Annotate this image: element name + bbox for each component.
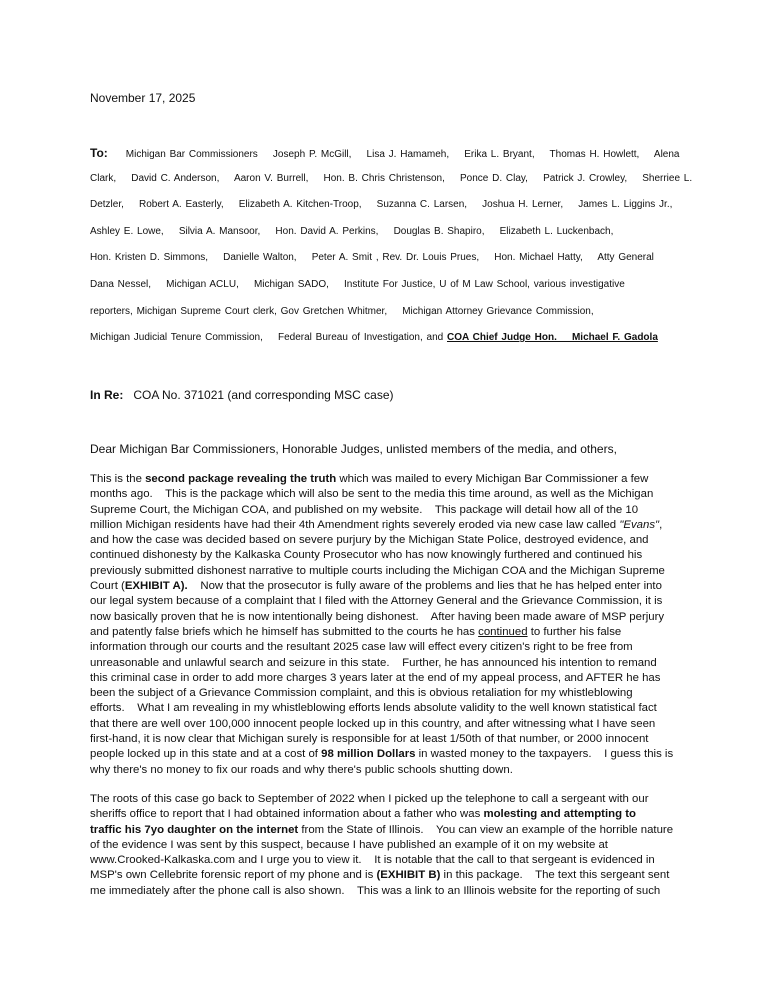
paragraph-line: that there are well over 100,000 innocent people locked up in this country, and after witnessing what I have seen [90, 717, 656, 730]
paragraph-line [90, 807, 690, 822]
text-run: MSP's own Cellebrite forensic report of my phone and is [90, 869, 377, 882]
paragraph-line: first-hand, it is now clear that Michigan surely is responsible for at least 1/50th of that number, or 2000 innocent [90, 733, 649, 746]
bold-text: molesting and attempting to [483, 808, 636, 821]
letter-date: November 17, 2025 [90, 91, 196, 105]
paragraph-line: me immediately after the phone call is also shown. This was a link to an Illinois website for the reporting of such [90, 884, 661, 897]
paragraph-line [90, 625, 690, 640]
text-run: million Michigan residents have had their 4th Amendment rights severely eroded via new case law called [90, 518, 620, 531]
recipient-line: Dana Nessel, Michigan ACLU, Michigan SADO, Institute For Justice, U of M Law School, various investigative [90, 278, 625, 290]
italic-text: "Evans" [619, 518, 660, 531]
bold-text: (EXHIBIT B) [376, 869, 441, 882]
text-run: This is the [90, 473, 146, 485]
paragraph-line: continued dishonesty by the Kalkaska County Prosecutor who has now knowingly furthered and continued his [90, 549, 643, 562]
text-run: sheriffs office to report that I had obtained information about a father who was [90, 808, 484, 821]
text-run: , [659, 518, 663, 531]
in-re-line [90, 388, 393, 402]
body-paragraph-2 [90, 792, 690, 899]
to-label: To: [90, 146, 108, 160]
recipient-text: Michigan Bar Commissioners Joseph P. McGill, Lisa J. Hamameh, Erika L. Bryant, Thomas H. Howlett, Alena [125, 149, 680, 160]
paragraph-line: now basically proven that he is now intentionally being dishonest. After having been made aware of MSP perjury [90, 610, 665, 623]
paragraph-line: The roots of this case go back to September of 2022 when I picked up the telephone to call a sergeant with our [90, 793, 649, 805]
bold-text: traffic his 7yo daughter on the internet [90, 823, 299, 836]
text-run: Court ( [90, 580, 125, 593]
recipient-line: Hon. Kristen D. Simmons, Danielle Walton, Peter A. Smit , Rev. Dr. Louis Prues, Hon. Michael Hatty, Atty General [90, 252, 654, 264]
paragraph-line [90, 579, 690, 594]
recipient-line: Detzler, Robert A. Easterly, Elizabeth A. Kitchen-Troop, Suzanna C. Larsen, Joshua H. Lerner, James L. Liggins Jr., [90, 199, 673, 211]
paragraph-line [90, 472, 690, 487]
text-run: in this package. The text this sergeant sent [440, 869, 670, 882]
bold-text: second package revealing the truth [145, 473, 337, 485]
text-run: from the State of Illinois. You can view an example of the horrible nature [298, 823, 674, 836]
paragraph-line: information through our courts and the resultant 2025 case law will effect every citizen's right to be free from [90, 641, 633, 654]
paragraph-line: and how the case was decided based on severe purjury by the Michigan State Police, destroyed evidence, and [90, 534, 649, 547]
paragraph-line: unreasonable and unlawful search and seizure in this state. Further, he has announced his intention to remand [90, 656, 657, 669]
underlined-text: continued [478, 625, 528, 638]
bold-text: 98 million Dollars [321, 748, 416, 761]
paragraph-line: months ago. This is the package which will also be sent to the media this time around, as well as the Michigan [90, 488, 654, 501]
text-run: in wasted money to the taxpayers. I guess this is [415, 748, 674, 761]
recipients-block [90, 146, 693, 359]
case-number: COA No. 371021 (and corresponding MSC case) [133, 388, 394, 402]
paragraph-line [90, 823, 690, 838]
paragraph-line: our legal system because of a complaint that I filed with the Attorney General and the Grievance Commission, it is [90, 595, 663, 608]
recipient-line [90, 146, 690, 173]
body-paragraph-1 [90, 472, 690, 778]
paragraph-line: this criminal case in order to add more charges 3 years later at the end of my appeal process, and AFTER he has [90, 671, 661, 684]
recipient-line: reporters, Michigan Supreme Court clerk, Gov Gretchen Whitmer, Michigan Attorney Grievance Commission, [90, 305, 594, 317]
paragraph-line [90, 518, 690, 533]
chief-judge-name: COA Chief Judge Hon. Michael F. Gadola [447, 332, 658, 344]
paragraph-line: been the subject of a Grievance Commission complaint, and this is obvious retaliation for my whistleblowing [90, 687, 633, 700]
paragraph-line: why there's no money to fix our roads and why there's public schools shutting down. [90, 763, 513, 776]
bold-text: EXHIBIT A). [124, 580, 188, 593]
text-run: which was mailed to every Michigan Bar Commissioner a few [336, 473, 649, 485]
paragraph-line [90, 747, 690, 762]
text-run: people locked up in this state and at a cost of [90, 748, 322, 761]
recipient-line: Clark, David C. Anderson, Aaron V. Burrell, Hon. B. Chris Christenson, Ponce D. Clay, Patrick J. Crowley, Sherriee L. [90, 172, 693, 184]
in-re-label: In Re: [90, 388, 124, 402]
recipient-text: Michigan Judicial Tenure Commission, Federal Bureau of Investigation, and [90, 332, 447, 344]
paragraph-line: previously submitted dishonest narrative to multiple courts including the Michigan COA and the Michigan Supreme [90, 564, 665, 577]
recipient-line: Ashley E. Lowe, Silvia A. Mansoor, Hon. David A. Perkins, Douglas B. Shapiro, Elizabeth L. Luckenbach, [90, 225, 614, 237]
recipient-line [90, 332, 690, 359]
paragraph-line [90, 868, 690, 883]
text-run: and patently false briefs which he himself has submitted to the courts he has [90, 625, 479, 638]
salutation: Dear Michigan Bar Commissioners, Honorable Judges, unlisted members of the media, and others, [90, 442, 617, 456]
text-run: to further his false [527, 625, 622, 638]
paragraph-line: efforts. What I am revealing in my whistleblowing efforts lends absolute validity to the well known statistical fact [90, 702, 657, 715]
paragraph-line: of the evidence I was sent by this suspect, because I have published an example of it on my website at [90, 838, 608, 851]
paragraph-line: Supreme Court, the Michigan COA, and published on my website. This package will detail how all of the 10 [90, 503, 639, 516]
text-run: Now that the prosecutor is fully aware of the problems and lies that he has helped enter into [187, 580, 662, 593]
paragraph-line: www.Crooked-Kalkaska.com and I urge you to view it. It is notable that the call to that sergeant is evidenced in [90, 854, 655, 867]
